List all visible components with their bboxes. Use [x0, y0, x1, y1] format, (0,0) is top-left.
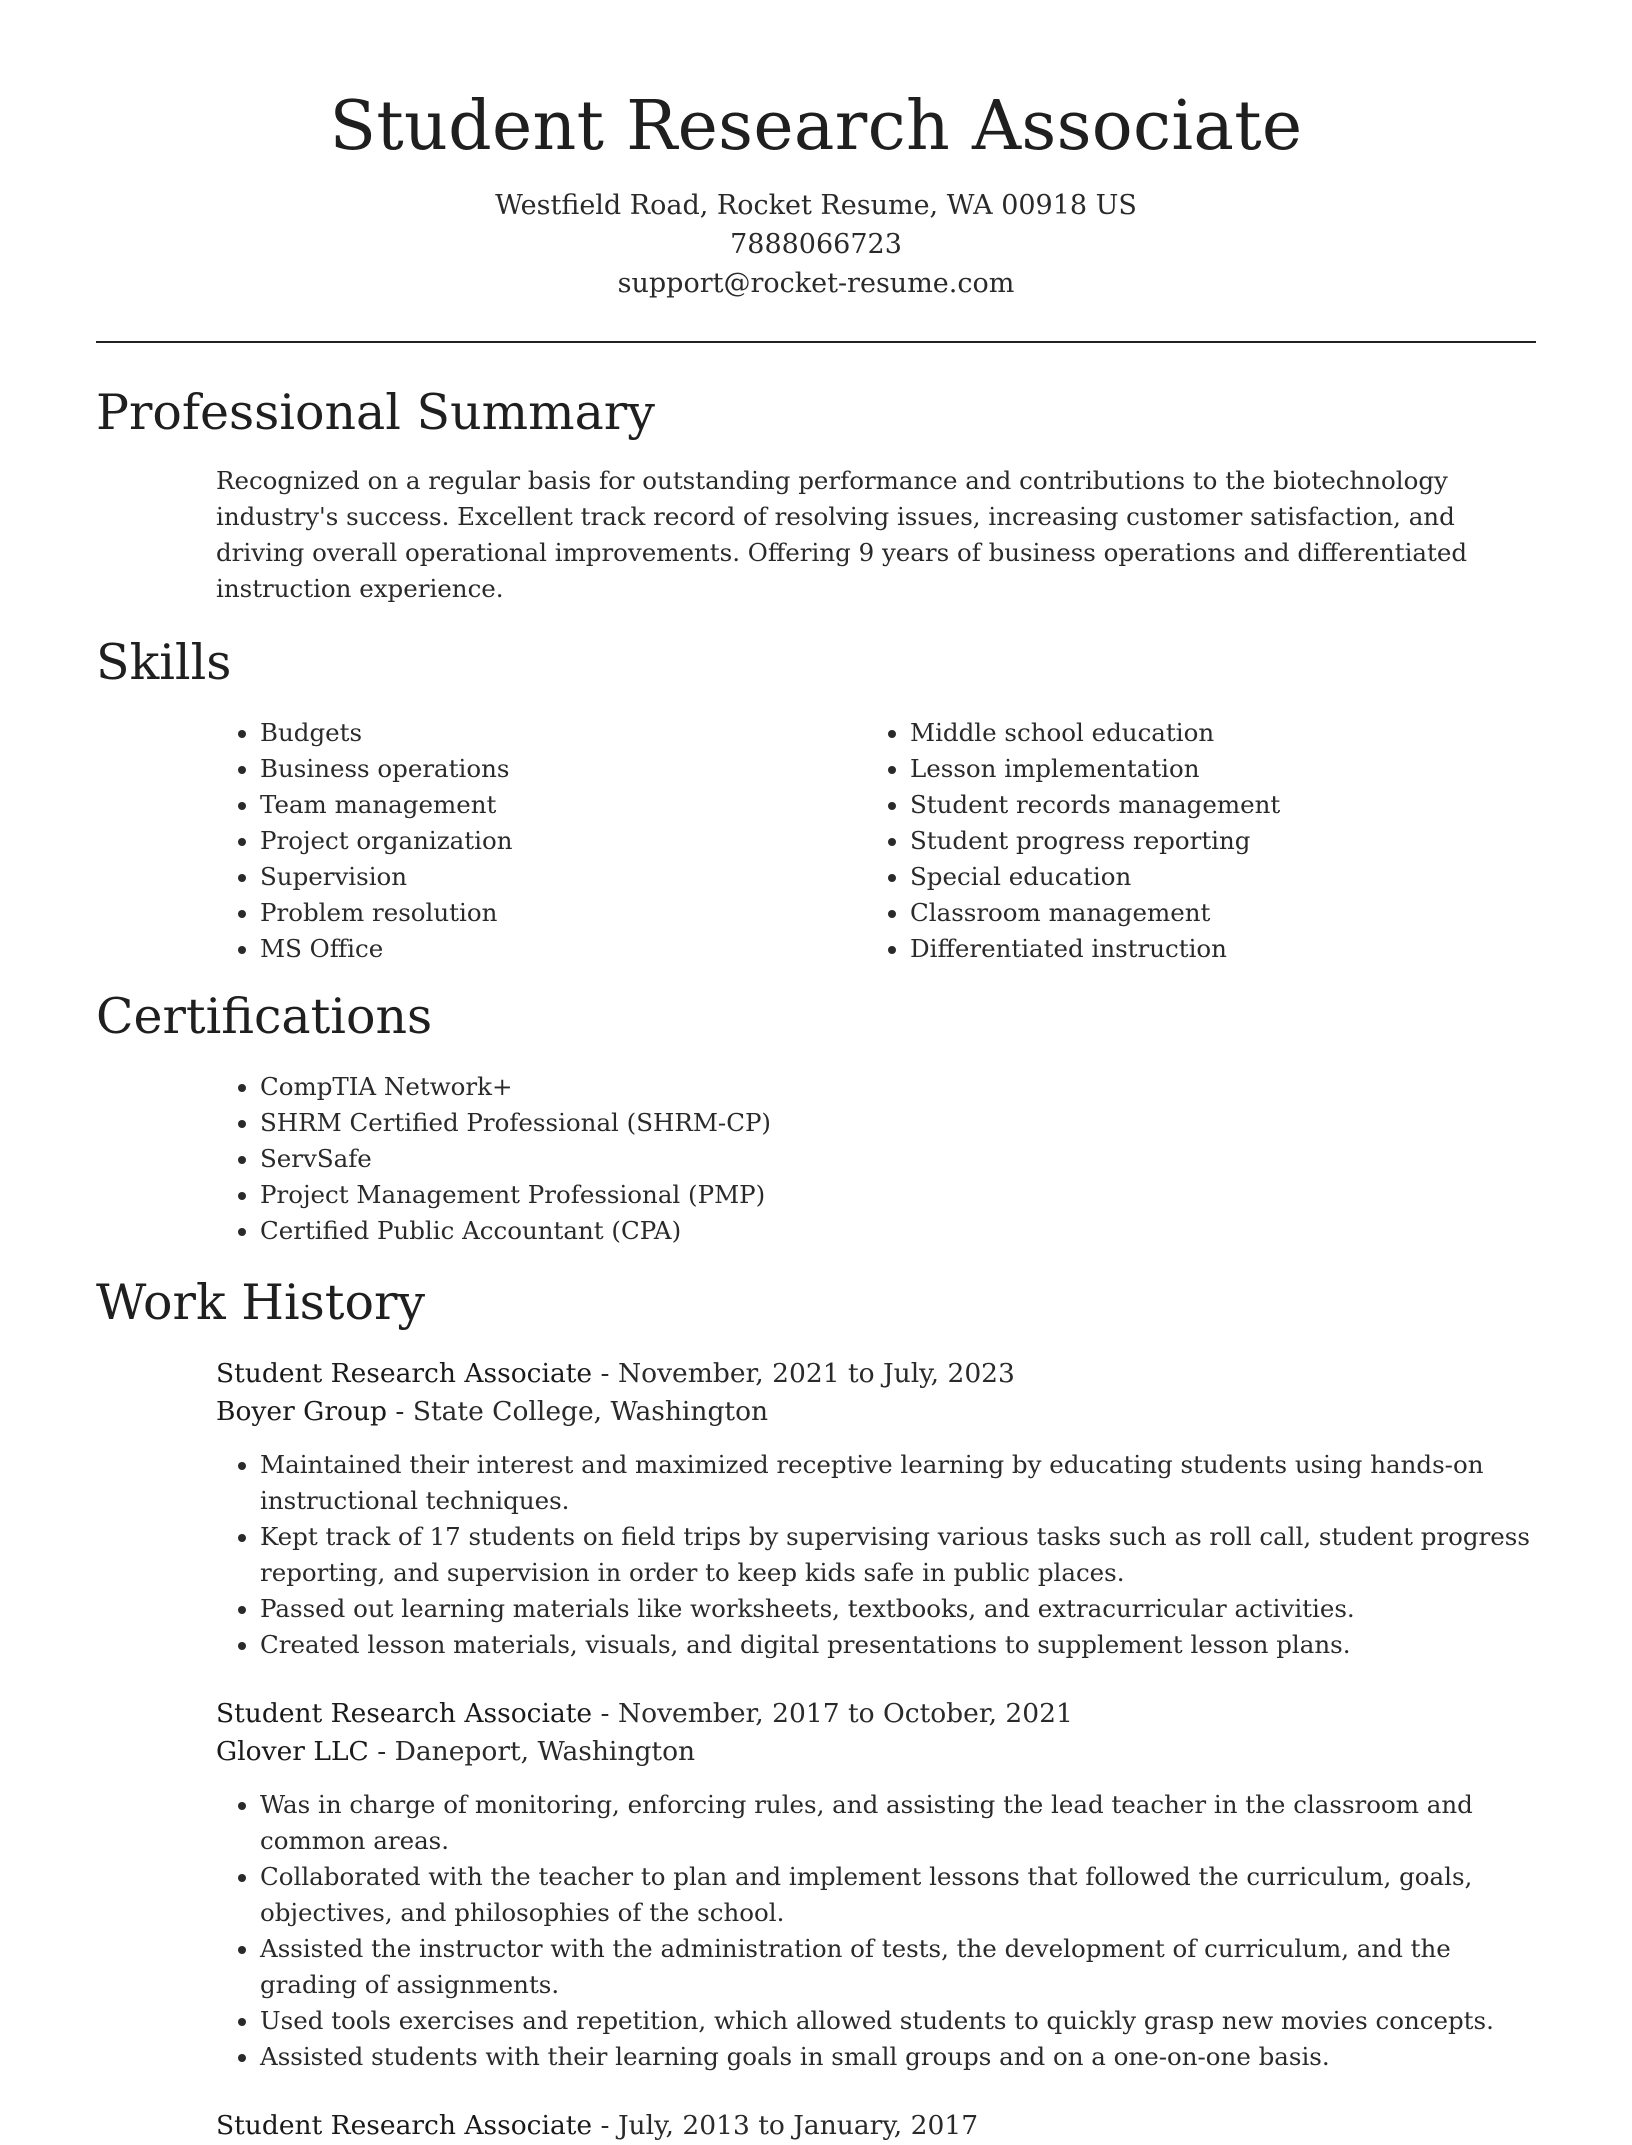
- skill-item: • Special education: [910, 859, 1516, 895]
- certifications-heading: Certifications: [96, 988, 433, 1045]
- skill-item: • Problem resolution: [260, 895, 866, 931]
- header-divider: [96, 341, 1536, 343]
- skill-item: • Business operations: [260, 751, 866, 787]
- skill-item: • MS Office: [260, 931, 866, 967]
- job-duty-item: • Was in charge of monitoring, enforcing rules, and assisting the lead teacher in the classroom and common areas.: [260, 1787, 1536, 1859]
- skills-list-left: [216, 715, 866, 967]
- job-duty-item: • Passed out learning materials like worksheets, textbooks, and extracurricular activities.: [260, 1591, 1536, 1627]
- skill-item: • Differentiated instruction: [910, 931, 1516, 967]
- skill-item: • Lesson implementation: [910, 751, 1516, 787]
- job-company: Boyer Group: [216, 1396, 387, 1427]
- skill-item: • Team management: [260, 787, 866, 823]
- job-role: Student Research Associate: [216, 2110, 593, 2141]
- skill-item: • Student records management: [910, 787, 1516, 823]
- certifications-list: [216, 1069, 1536, 1249]
- job-company-line: [216, 1393, 1536, 1431]
- job-title-line: [216, 2107, 1536, 2145]
- job-location: Daneport, Washington: [394, 1736, 696, 1767]
- separator: -: [592, 1698, 618, 1729]
- skills-grid: [216, 715, 1536, 967]
- job-duty-item: • Assisted the instructor with the administration of tests, the development of curriculum, and the grading of assignments.: [260, 1931, 1536, 2003]
- contact-email: support@rocket-resume.com: [617, 268, 1015, 299]
- summary-text: Recognized on a regular basis for outstanding performance and contributions to the biotechnology industry's success. Excellent track record of resolving issues, increasing customer satisfaction, and driving overall operational improvements. Offering 9 years of business operations and differentiated instruction experience.: [216, 466, 1468, 603]
- job-company: Glover LLC: [216, 1736, 369, 1767]
- job-duties: [216, 1787, 1536, 2075]
- job-duty-item: • Collaborated with the teacher to plan and implement lessons that followed the curriculum, goals, objectives, and philosophies of the school.: [260, 1859, 1536, 1931]
- skills-list-right: [866, 715, 1516, 967]
- job-dates: November, 2021 to July, 2023: [617, 1358, 1015, 1389]
- skills-heading: Skills: [96, 634, 232, 691]
- candidate-name: Student Research Associate: [329, 87, 1303, 166]
- certifications-bullets: [216, 1069, 1536, 1249]
- job-dates: July, 2013 to January, 2017: [617, 2110, 979, 2141]
- job-entry: [216, 1695, 1536, 2075]
- certification-item: • Certified Public Accountant (CPA): [260, 1213, 1536, 1249]
- certification-item: • Project Management Professional (PMP): [260, 1177, 1536, 1213]
- job-title-line: [216, 1355, 1536, 1393]
- skill-item: • Student progress reporting: [910, 823, 1516, 859]
- job-duties: [216, 1447, 1536, 1663]
- work-history-heading: Work History: [96, 1274, 426, 1331]
- job-duty-list: [216, 1787, 1536, 2075]
- skill-item: • Classroom management: [910, 895, 1516, 931]
- skills-column-right: [866, 715, 1516, 967]
- skills-column-left: [216, 715, 866, 967]
- skill-item: • Project organization: [260, 823, 866, 859]
- job-role: Student Research Associate: [216, 1698, 593, 1729]
- skill-item: • Supervision: [260, 859, 866, 895]
- contact-address: Westfield Road, Rocket Resume, WA 00918 US: [495, 190, 1137, 221]
- certification-item: • SHRM Certified Professional (SHRM-CP): [260, 1105, 1536, 1141]
- summary-heading: Professional Summary: [96, 384, 655, 441]
- job-entry: [216, 1355, 1536, 1663]
- job-duty-item: • Kept track of 17 students on field trips by supervising various tasks such as roll call, student progress reporting, and supervision in order to keep kids safe in public places.: [260, 1519, 1536, 1591]
- job-dates: November, 2017 to October, 2021: [617, 1698, 1073, 1729]
- job-role: Student Research Associate: [216, 1358, 593, 1389]
- resume-header: [96, 0, 1536, 303]
- skills-section: [96, 633, 1536, 967]
- job-duty-item: • Created lesson materials, visuals, and digital presentations to supplement lesson plans.: [260, 1627, 1536, 1663]
- separator: -: [592, 1358, 618, 1389]
- skill-item: • Budgets: [260, 715, 866, 751]
- summary-section: [96, 383, 1536, 607]
- job-company-line: [216, 1733, 1536, 1771]
- separator: -: [592, 2110, 618, 2141]
- job-location: State College, Washington: [412, 1396, 769, 1427]
- skill-item: • Middle school education: [910, 715, 1516, 751]
- job-duty-item: • Used tools exercises and repetition, which allowed students to quickly grasp new movies concepts.: [260, 2003, 1536, 2039]
- job-title-line: [216, 1695, 1536, 1733]
- contact-phone: 7888066723: [730, 229, 902, 260]
- certification-item: • ServSafe: [260, 1141, 1536, 1177]
- work-history-section: [96, 1273, 1536, 2145]
- certification-item: • CompTIA Network+: [260, 1069, 1536, 1105]
- job-entry: [216, 2107, 1536, 2145]
- certifications-section: [96, 987, 1536, 1249]
- separator: -: [368, 1736, 395, 1767]
- job-duty-item: • Maintained their interest and maximized receptive learning by educating students using hands-on instructional techniques.: [260, 1447, 1536, 1519]
- separator: -: [387, 1396, 413, 1427]
- job-duty-item: • Assisted students with their learning goals in small groups and on a one-on-one basis.: [260, 2039, 1536, 2075]
- job-duty-list: [216, 1447, 1536, 1663]
